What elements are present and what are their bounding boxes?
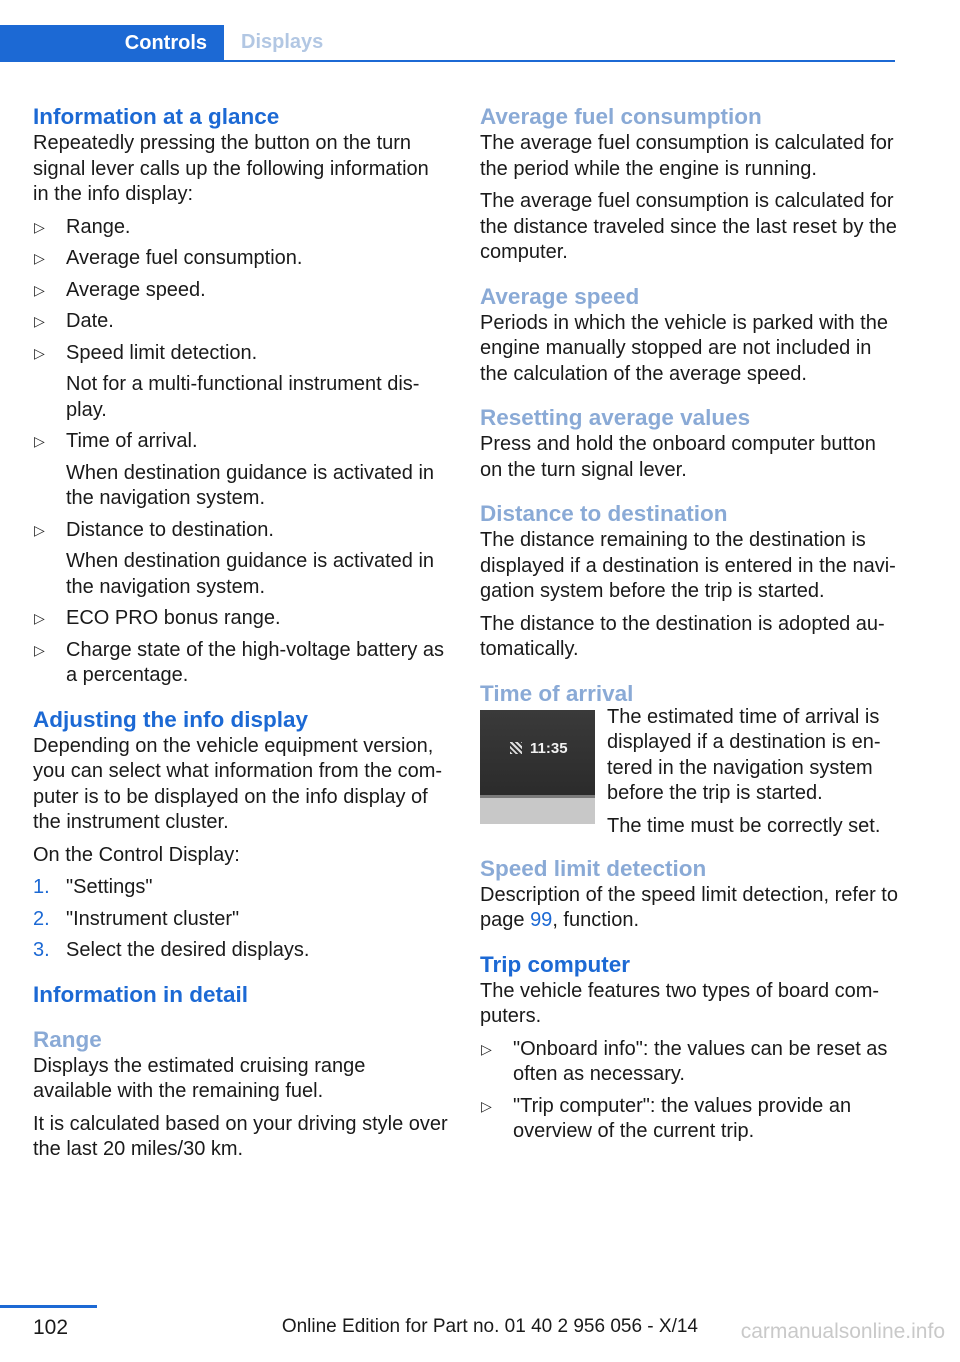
list-item-text: Time of arrival. <box>66 430 198 452</box>
right-column <box>480 103 898 1151</box>
paragraph-trip: The vehicle features two types of board com-puters. <box>480 979 880 1027</box>
list-item <box>33 278 449 304</box>
heading-information-at-a-glance: Information at a glance <box>33 104 280 129</box>
steps-list <box>33 875 449 964</box>
paragraph-reset: Press and hold the onboard computer button on the turn signal lever. <box>480 433 876 481</box>
list-item-text: Charge state of the high-voltage battery as a percentage. <box>66 638 445 686</box>
heading-trip-computer: Trip computer <box>480 951 631 977</box>
list-item <box>480 1037 898 1088</box>
page-number: 102 <box>33 1316 69 1339</box>
heading-time-of-arrival: Time of arrival <box>480 680 634 706</box>
list-item-text: Speed limit detection. <box>66 341 258 364</box>
list-item-text: Distance to destination. <box>66 518 274 541</box>
paragraph-range-1: Displays the estimated cruising range available with the remaining fuel. <box>33 1054 366 1102</box>
triangle-bullet-icon: ▷ <box>34 218 45 235</box>
triangle-bullet-icon: ▷ <box>34 281 45 298</box>
triangle-bullet-icon: ▷ <box>481 1040 492 1057</box>
heading-adjusting-info-display: Adjusting the info display <box>33 706 308 732</box>
arrival-clock <box>510 736 568 762</box>
triangle-bullet-icon: ▷ <box>34 610 45 626</box>
triangle-bullet-icon: ▷ <box>34 641 45 658</box>
list-item-text: Average speed. <box>66 278 206 301</box>
step-item <box>33 875 449 901</box>
step-item <box>33 938 449 964</box>
list-item-subtext: When destination guidance is activated in the navigation system. <box>66 461 435 509</box>
heading-distance-to-destination: Distance to destination <box>480 501 728 526</box>
heading-average-speed: Average speed <box>480 283 640 309</box>
step-number: 1. <box>33 876 50 898</box>
edition-text: Online Edition for Part no. 01 40 2 956 056 - X/14 <box>281 1316 698 1337</box>
arrival-display-image <box>480 710 595 824</box>
step-number: 3. <box>33 939 50 961</box>
list-item <box>33 518 449 601</box>
heading-information-in-detail: Information in detail <box>33 981 249 1007</box>
triangle-bullet-icon: ▷ <box>34 433 45 449</box>
list-item-text: "Trip computer": the values provide an overview of the current trip. <box>513 1094 852 1142</box>
paragraph-distance-2: The distance to the destination is adopted au-tomatically. <box>480 612 885 660</box>
list-item-text: "Onboard info": the values can be reset as often as necessary. <box>513 1037 888 1085</box>
tab-displays[interactable]: Displays <box>241 31 324 53</box>
triangle-bullet-icon: ▷ <box>481 1097 492 1114</box>
step-item <box>33 907 449 933</box>
paragraph-speed-limit <box>480 883 898 934</box>
tab-controls[interactable]: Controls <box>0 25 224 62</box>
paragraph-arrival-2: The time must be correctly set. <box>607 814 881 837</box>
arrival-text <box>607 705 899 847</box>
watermark: carmanualsonline.info <box>740 1320 945 1343</box>
list-item-subtext: When destination guidance is activated in the navigation system. <box>66 550 435 598</box>
list-item-text: Date. <box>66 310 114 332</box>
list-item <box>33 215 449 241</box>
step-text: "Instrument cluster" <box>66 907 240 930</box>
paragraph-arrival-1: The estimated time of arrival is displayed if a destination is en-tered in the navigation system before the trip is started. <box>607 705 881 804</box>
triangle-bullet-icon: ▷ <box>34 521 45 538</box>
list-item <box>33 606 449 632</box>
page-reference-link[interactable]: 99 <box>530 909 553 931</box>
paragraph-glance: Repeatedly pressing the button on the turn signal lever calls up the following information in the info display: <box>33 132 429 205</box>
paragraph-speed: Periods in which the vehicle is parked with the engine manually stopped are not included in the calculation of the average speed. <box>480 311 888 385</box>
list-item <box>33 246 449 272</box>
list-item <box>33 309 449 335</box>
triangle-bullet-icon: ▷ <box>34 344 45 361</box>
time-of-arrival-section <box>480 680 898 838</box>
paragraph-fuel-2: The average fuel consumption is calculated for the distance traveled since the last reset by the computer. <box>480 190 897 263</box>
heading-resetting-average-values: Resetting average values <box>480 405 751 430</box>
speed-limit-text: Description of the speed limit detection, refer to page <box>480 883 898 931</box>
paragraph-control-display: On the Control Display: <box>33 843 240 866</box>
list-item <box>33 341 449 424</box>
paragraph-range-2: It is calculated based on your driving style over the last 20 miles/30 km. <box>33 1112 448 1160</box>
step-text: Select the desired displays. <box>66 939 310 961</box>
display-bottom-bar <box>480 798 595 824</box>
paragraph-distance-1: The distance remaining to the destination is displayed if a destination is entered in the navi-gation system before the trip is started. <box>480 529 896 602</box>
triangle-bullet-icon: ▷ <box>34 250 45 266</box>
heading-speed-limit-detection: Speed limit detection <box>480 855 707 881</box>
list-item <box>480 1094 898 1145</box>
header-divider <box>0 60 895 62</box>
header-bar <box>0 25 895 62</box>
arrival-time-readout: 11:35 <box>530 739 568 757</box>
list-item-subtext: Not for a multi-functional instrument dis-play. <box>66 373 420 421</box>
list-item-text: Average fuel consumption. <box>66 247 303 269</box>
list-item-text: ECO PRO bonus range. <box>66 607 281 629</box>
paragraph-fuel-1: The average fuel consumption is calculated for the period while the engine is running. <box>480 132 894 180</box>
paragraph-adjust: Depending on the vehicle equipment version, you can select what information from the com-puter is to be displayed on the info display of the instrument cluster. <box>33 734 443 833</box>
destination-flag-icon <box>510 742 522 754</box>
list-item-text: Range. <box>66 215 131 238</box>
triangle-bullet-icon: ▷ <box>34 313 45 329</box>
list-item <box>33 638 449 689</box>
glance-list <box>33 215 449 689</box>
heading-range: Range <box>33 1026 102 1052</box>
left-column <box>33 103 449 1170</box>
trip-list <box>480 1037 898 1145</box>
list-item <box>33 429 449 512</box>
step-number: 2. <box>33 907 50 930</box>
speed-limit-text-end: , function. <box>552 909 640 931</box>
heading-average-fuel-consumption: Average fuel consumption <box>480 104 762 129</box>
step-text: "Settings" <box>66 876 153 898</box>
footer-divider <box>0 1305 97 1308</box>
